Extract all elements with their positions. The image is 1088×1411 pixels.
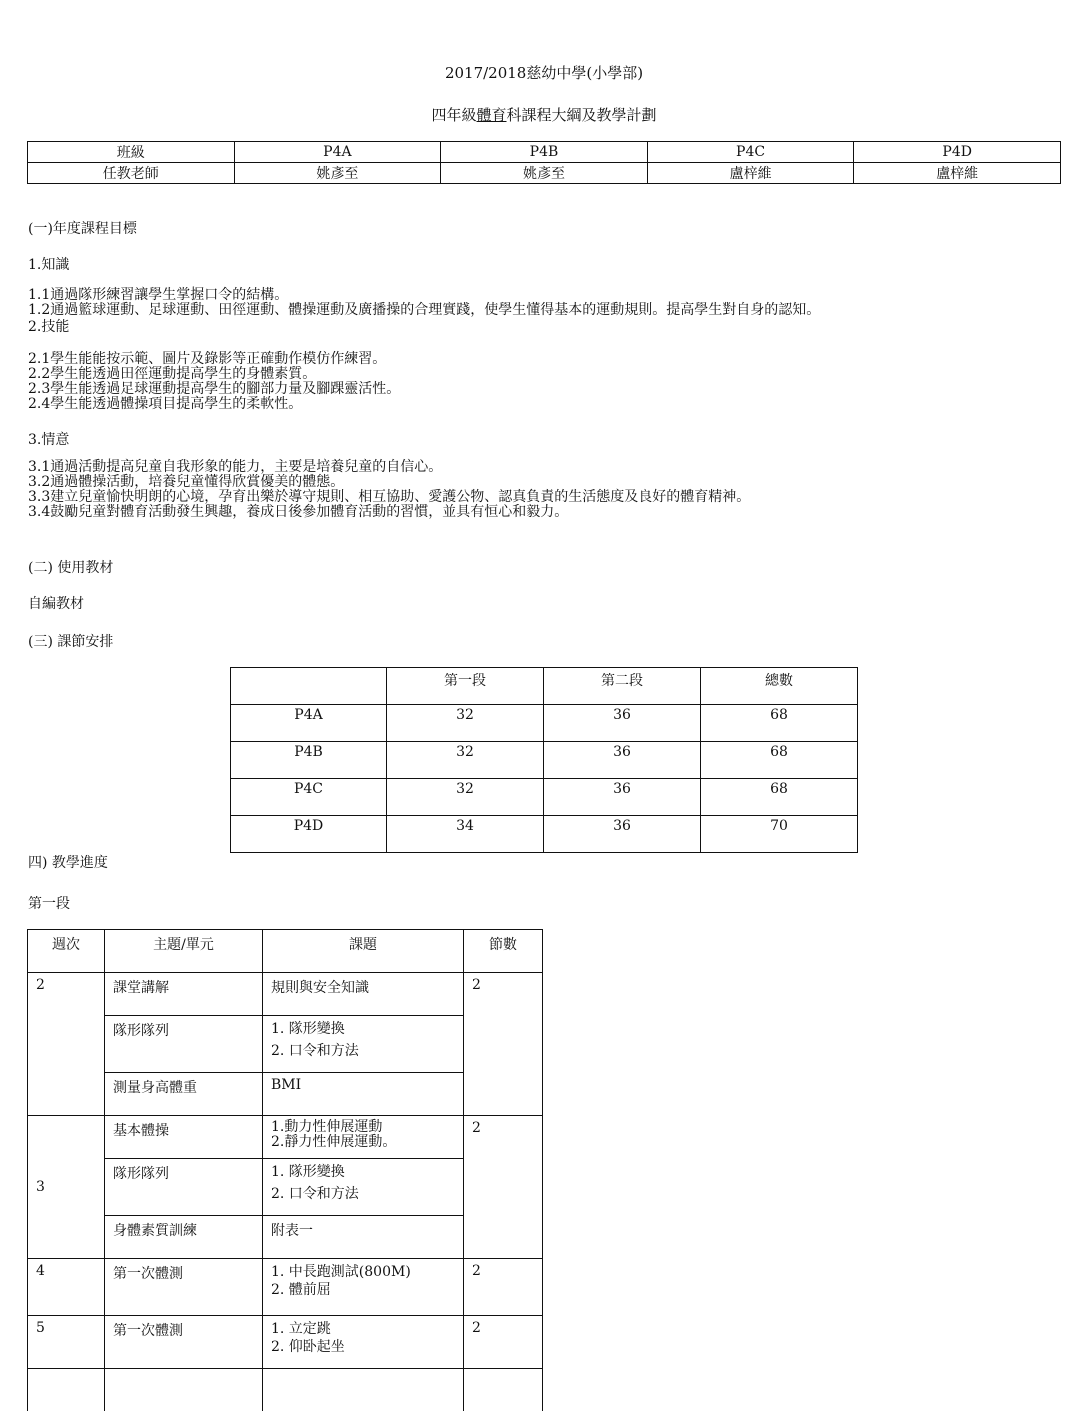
table-row <box>28 1316 543 1369</box>
skills-title: 2.技能 <box>28 318 820 337</box>
header-cell: 週次 <box>28 930 105 973</box>
table-cell: 32 <box>387 742 544 779</box>
header-cell: 第二段 <box>544 668 701 705</box>
affect-title: 3.情意 <box>28 429 69 449</box>
lesson-cell <box>263 1016 464 1073</box>
table-cell: 70 <box>701 816 858 853</box>
progress-heading: 四) 教學進度 <box>28 852 108 872</box>
topic-cell: 測量身高體重 <box>105 1073 263 1116</box>
count-cell: 2 <box>464 1116 543 1259</box>
lesson-line: 1. 隊形變換 <box>271 1020 455 1038</box>
materials-text: 自編教材 <box>28 593 84 613</box>
teacher-cell: 姚彥至 <box>441 163 648 184</box>
lessons-table <box>230 667 858 853</box>
lesson-cell: 規則與安全知識 <box>263 973 464 1016</box>
plan-title-prefix: 四年級 <box>431 106 476 124</box>
list-item: 3.2通過體操活動，培養兒童懂得欣賞優美的體態。 <box>28 475 750 490</box>
lesson-cell: 附表一 <box>263 1216 464 1259</box>
table-row <box>28 1369 543 1411</box>
table-cell: 36 <box>544 705 701 742</box>
list-item: 3.3建立兒童愉快明朗的心境，孕育出樂於導守規則、相互協助、愛護公物、認真負責的生活態度及良好的體育精神。 <box>28 490 750 505</box>
list-item: 2.1學生能能按示範、圖片及錄影等正確動作模仿作練習。 <box>28 352 400 367</box>
teacher-label-cell: 任教老師 <box>28 163 235 184</box>
table-row <box>28 163 1061 184</box>
term-label: 第一段 <box>28 893 70 913</box>
table-cell <box>263 1369 464 1411</box>
table-cell: P4D <box>231 816 387 853</box>
topic-cell: 身體素質訓練 <box>105 1216 263 1259</box>
week-cell: 3 <box>28 1116 105 1259</box>
lesson-line: 2. 體前屈 <box>271 1281 455 1299</box>
affect-list <box>28 460 750 520</box>
table-row <box>231 779 858 816</box>
table-cell: 68 <box>701 779 858 816</box>
table-cell: 68 <box>701 742 858 779</box>
table-cell: 68 <box>701 705 858 742</box>
plan-title-suffix: 科課程大綱及教學計劃 <box>507 106 657 124</box>
topic-cell: 第一次體測 <box>105 1316 263 1369</box>
list-item: 1.2通過籃球運動、足球運動、田徑運動、體操運動及廣播操的合理實踐，使學生懂得基本的運動規則。提高學生對自身的認知。 <box>28 303 820 318</box>
table-row <box>28 1259 543 1316</box>
lesson-line: 2. 仰卧起坐 <box>271 1338 455 1356</box>
table-row <box>231 668 858 705</box>
table-cell: 32 <box>387 779 544 816</box>
table-cell <box>28 1369 105 1411</box>
table-cell: 32 <box>387 705 544 742</box>
class-cell: P4A <box>234 142 441 163</box>
lessons-heading: (三) 課節安排 <box>28 631 113 651</box>
teacher-cell: 盧梓維 <box>854 163 1061 184</box>
lesson-line: 1.動力性伸展運動 <box>271 1120 455 1135</box>
list-item: 2.2學生能透過田徑運動提高學生的身體素質。 <box>28 367 400 382</box>
lesson-cell <box>263 1259 464 1316</box>
header-cell: 總數 <box>701 668 858 705</box>
teacher-cell: 盧梓維 <box>647 163 854 184</box>
lesson-line: 2. 口令和方法 <box>271 1042 455 1060</box>
table-row <box>28 1116 543 1159</box>
header-cell: 主題/單元 <box>105 930 263 973</box>
table-row <box>28 930 543 973</box>
teacher-cell: 姚彥至 <box>234 163 441 184</box>
table-cell <box>105 1369 263 1411</box>
table-cell: 36 <box>544 816 701 853</box>
table-cell: 36 <box>544 742 701 779</box>
knowledge-list <box>28 288 820 337</box>
materials-heading: (二) 使用教材 <box>28 557 113 577</box>
list-item: 3.4鼓勵兒童對體育活動發生興趣，養成日後參加體育活動的習慣，並具有恒心和毅力。 <box>28 505 750 520</box>
skills-list <box>28 352 400 412</box>
lesson-cell <box>263 1316 464 1369</box>
header-cell: 第一段 <box>387 668 544 705</box>
lesson-cell <box>263 1116 464 1159</box>
table-cell <box>464 1369 543 1411</box>
week-cell: 5 <box>28 1316 105 1369</box>
teacher-table <box>27 141 1061 184</box>
table-row <box>231 705 858 742</box>
list-item: 3.1通過活動提高兒童自我形象的能力，主要是培養兒童的自信心。 <box>28 460 750 475</box>
class-label-cell: 班級 <box>28 142 235 163</box>
lesson-line: 1. 隊形變換 <box>271 1163 455 1181</box>
table-cell: P4A <box>231 705 387 742</box>
count-cell: 2 <box>464 973 543 1116</box>
class-cell: P4C <box>647 142 854 163</box>
lesson-cell: BMI <box>263 1073 464 1116</box>
header-cell: 節數 <box>464 930 543 973</box>
class-cell: P4D <box>854 142 1061 163</box>
topic-cell: 基本體操 <box>105 1116 263 1159</box>
lesson-line: 1. 立定跳 <box>271 1320 455 1338</box>
header-cell <box>231 668 387 705</box>
plan-title-subject: 體育 <box>476 106 506 124</box>
list-item: 2.4學生能透過體操項目提高學生的柔軟性。 <box>28 397 400 412</box>
count-cell: 2 <box>464 1316 543 1369</box>
list-item: 2.3學生能透過足球運動提高學生的腳部力量及腳踝靈活性。 <box>28 382 400 397</box>
table-cell: 34 <box>387 816 544 853</box>
table-row <box>231 742 858 779</box>
knowledge-title: 1.知識 <box>28 254 69 274</box>
table-row <box>28 973 543 1016</box>
table-cell: P4C <box>231 779 387 816</box>
header-cell: 課題 <box>263 930 464 973</box>
lesson-cell <box>263 1159 464 1216</box>
table-row <box>231 816 858 853</box>
week-cell: 4 <box>28 1259 105 1316</box>
week-cell: 2 <box>28 973 105 1116</box>
topic-cell: 隊形隊列 <box>105 1016 263 1073</box>
table-cell: P4B <box>231 742 387 779</box>
class-cell: P4B <box>441 142 648 163</box>
lesson-line: 2.靜力性伸展運動。 <box>271 1135 455 1150</box>
lesson-line: 1. 中長跑測試(800M) <box>271 1263 455 1281</box>
lesson-line: 2. 口令和方法 <box>271 1185 455 1203</box>
school-title: 2017/2018慈幼中學(小學部) <box>0 62 1088 83</box>
topic-cell: 隊形隊列 <box>105 1159 263 1216</box>
list-item: 1.1通過隊形練習讓學生掌握口令的結構。 <box>28 288 820 303</box>
table-row <box>28 142 1061 163</box>
count-cell: 2 <box>464 1259 543 1316</box>
objectives-heading: (一)年度課程目標 <box>28 218 137 238</box>
topic-cell: 第一次體測 <box>105 1259 263 1316</box>
table-cell: 36 <box>544 779 701 816</box>
plan-title <box>0 104 1088 125</box>
topic-cell: 課堂講解 <box>105 973 263 1016</box>
progress-table <box>27 929 543 1411</box>
